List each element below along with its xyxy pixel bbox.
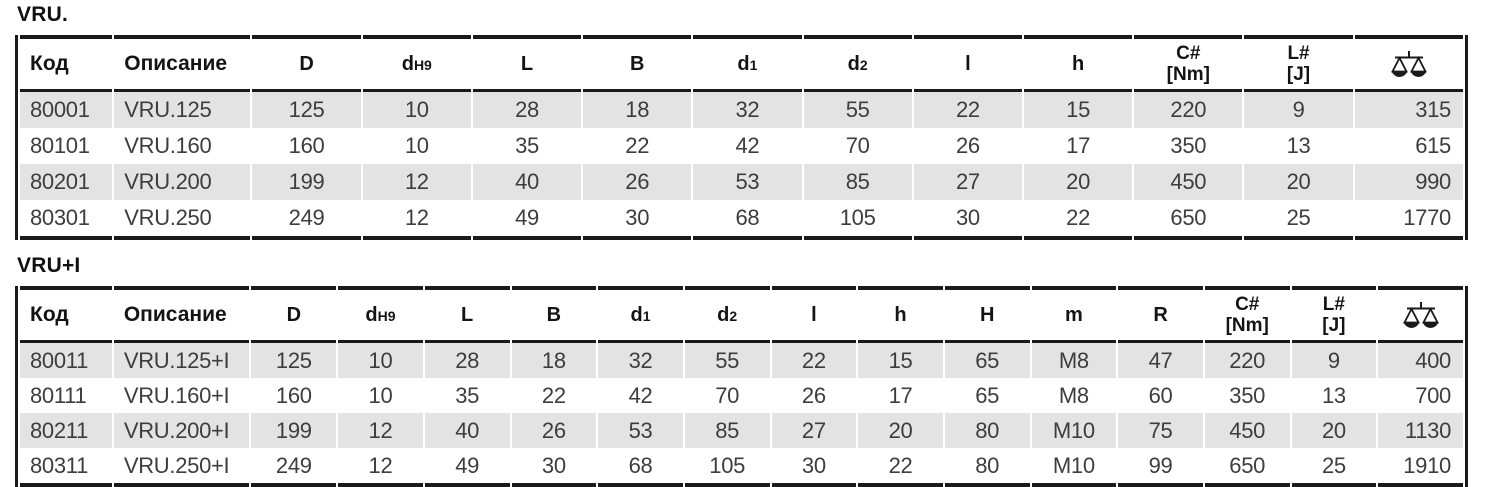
cell-description: VRU.125 <box>124 97 212 122</box>
cell-l: 30 <box>914 200 1022 240</box>
cell-B: 18 <box>541 347 566 373</box>
cell-D: 160 <box>288 133 325 158</box>
cell-d1: 32 <box>628 347 653 373</box>
column-header-m: m <box>1032 286 1117 343</box>
cell-B: 30 <box>512 448 597 487</box>
cell-L: 40 <box>515 169 539 194</box>
vru-i-spec-table <box>18 286 1465 487</box>
cell-dH9: 10 <box>368 382 393 408</box>
cell-d1: 68 <box>693 200 801 240</box>
column-header-h: h <box>858 286 943 343</box>
column-header-code: Код <box>20 286 112 343</box>
cell-C-Nm: 220 <box>1229 347 1266 373</box>
table-row <box>20 343 1463 378</box>
vru-spec-table <box>18 35 1465 240</box>
cell-dH9: 12 <box>338 448 423 487</box>
scale-icon <box>1389 50 1429 79</box>
cell-C-Nm: 450 <box>1229 417 1266 443</box>
column-header-code: Код <box>20 35 112 92</box>
section-vru <box>15 3 1468 240</box>
cell-D: 249 <box>251 448 336 487</box>
cell-B: 30 <box>583 200 691 240</box>
cell-R: 47 <box>1148 347 1173 373</box>
column-header-d2: d2 <box>804 35 912 92</box>
cell-C-Nm: 650 <box>1134 200 1242 240</box>
cell-code: 80011 <box>30 347 89 373</box>
column-header-L-J: L# [J] <box>1292 286 1377 343</box>
cell-l: 27 <box>955 169 980 194</box>
column-header-D: D <box>252 35 360 92</box>
cell-C-Nm: 220 <box>1170 97 1207 122</box>
cell-l: 26 <box>955 133 980 158</box>
cell-C-Nm: 650 <box>1205 448 1290 487</box>
column-header-d1: d1 <box>598 286 683 343</box>
cell-h: 22 <box>858 448 943 487</box>
table-title-vru-i: VRU+I <box>17 254 81 277</box>
cell-L: 49 <box>425 448 510 487</box>
cell-L: 28 <box>515 97 539 122</box>
cell-H: 80 <box>975 417 1000 443</box>
column-header-L: L <box>473 35 581 92</box>
table-row <box>20 200 1463 240</box>
cell-h: 17 <box>1066 133 1091 158</box>
cell-L-J: 13 <box>1321 382 1346 408</box>
cell-h: 20 <box>888 417 913 443</box>
cell-L: 49 <box>473 200 581 240</box>
cell-h: 17 <box>888 382 913 408</box>
cell-weight: 315 <box>1415 97 1451 122</box>
cell-weight: 990 <box>1415 169 1451 194</box>
cell-code: 80211 <box>30 417 89 443</box>
table-row <box>20 128 1463 164</box>
column-header-H: H <box>945 286 1030 343</box>
cell-C-Nm: 450 <box>1170 169 1207 194</box>
cell-l: 22 <box>955 97 980 122</box>
cell-h: 22 <box>1024 200 1132 240</box>
cell-D: 199 <box>275 417 312 443</box>
cell-code: 80311 <box>20 448 112 487</box>
cell-L-J: 25 <box>1244 200 1352 240</box>
cell-m: M8 <box>1058 347 1089 373</box>
column-header-weight <box>1355 35 1463 92</box>
cell-weight: 615 <box>1415 133 1451 158</box>
cell-h: 15 <box>888 347 913 373</box>
cell-d2: 55 <box>845 97 870 122</box>
column-header-D: D <box>251 286 336 343</box>
cell-code: 80301 <box>20 200 112 240</box>
cell-l: 30 <box>772 448 857 487</box>
cell-L-J: 20 <box>1286 169 1311 194</box>
cell-B: 22 <box>541 382 566 408</box>
table-row <box>20 413 1463 448</box>
cell-code: 80001 <box>30 97 90 122</box>
cell-d2: 70 <box>845 133 870 158</box>
cell-L-J: 9 <box>1327 347 1340 373</box>
cell-h: 20 <box>1066 169 1091 194</box>
column-header-l: l <box>772 286 857 343</box>
cell-d1: 42 <box>628 382 653 408</box>
column-header-dH9: dH9 <box>363 35 471 92</box>
column-header-B: B <box>583 35 691 92</box>
cell-d2: 85 <box>845 169 870 194</box>
section-vru-i <box>15 240 1468 487</box>
cell-d1: 42 <box>735 133 760 158</box>
table-row <box>20 378 1463 413</box>
column-header-h: h <box>1024 35 1132 92</box>
cell-code: 80111 <box>30 382 87 408</box>
cell-D: 125 <box>275 347 312 373</box>
cell-H: 80 <box>945 448 1030 487</box>
cell-d1: 68 <box>598 448 683 487</box>
cell-dH9: 12 <box>363 200 471 240</box>
cell-d2: 105 <box>804 200 912 240</box>
cell-m: M8 <box>1058 382 1089 408</box>
cell-weight: 1770 <box>1355 200 1463 240</box>
cell-description: VRU.160 <box>124 133 212 158</box>
cell-R: 75 <box>1148 417 1173 443</box>
cell-B: 18 <box>625 97 650 122</box>
cell-B: 26 <box>541 417 566 443</box>
column-header-d1: d1 <box>693 35 801 92</box>
cell-dH9: 10 <box>404 97 429 122</box>
table-title-vru: VRU. <box>17 3 68 26</box>
cell-C-Nm: 350 <box>1170 133 1207 158</box>
column-header-C-Nm: C# [Nm] <box>1134 35 1242 92</box>
cell-weight: 1130 <box>1404 417 1451 443</box>
cell-l: 27 <box>801 417 826 443</box>
cell-code: 80101 <box>30 133 90 158</box>
column-header-weight <box>1378 286 1463 343</box>
cell-weight: 400 <box>1415 347 1451 373</box>
cell-d2: 70 <box>715 382 740 408</box>
cell-R: 99 <box>1118 448 1203 487</box>
cell-d1: 53 <box>628 417 653 443</box>
column-header-L: L <box>425 286 510 343</box>
cell-description: VRU.160+I <box>123 382 230 408</box>
column-header-B: B <box>512 286 597 343</box>
cell-C-Nm: 350 <box>1229 382 1266 408</box>
cell-B: 22 <box>625 133 650 158</box>
cell-code: 80201 <box>30 169 90 194</box>
column-header-description: Описание <box>114 286 250 343</box>
column-header-C-Nm: C# [Nm] <box>1205 286 1290 343</box>
cell-L: 35 <box>455 382 480 408</box>
cell-h: 15 <box>1066 97 1091 122</box>
cell-H: 65 <box>975 347 1000 373</box>
cell-d2: 55 <box>715 347 740 373</box>
cell-description: VRU.125+I <box>123 347 230 373</box>
cell-L: 28 <box>455 347 480 373</box>
table-row <box>20 164 1463 200</box>
cell-H: 65 <box>975 382 1000 408</box>
cell-L: 35 <box>515 133 539 158</box>
cell-dH9: 10 <box>404 133 429 158</box>
column-header-description: Описание <box>114 35 250 92</box>
cell-L: 40 <box>455 417 480 443</box>
cell-dH9: 12 <box>368 417 393 443</box>
cell-d2: 105 <box>685 448 770 487</box>
cell-d2: 85 <box>715 417 740 443</box>
cell-D: 160 <box>275 382 312 408</box>
cell-B: 26 <box>625 169 650 194</box>
cell-R: 60 <box>1148 382 1173 408</box>
column-header-R: R <box>1118 286 1203 343</box>
column-header-dH9: dH9 <box>338 286 423 343</box>
cell-L-J: 20 <box>1321 417 1346 443</box>
cell-description: VRU.200+I <box>123 417 230 443</box>
cell-dH9: 10 <box>368 347 393 373</box>
cell-m: M10 <box>1052 417 1095 443</box>
cell-description: VRU.250 <box>114 200 250 240</box>
cell-m: M10 <box>1032 448 1117 487</box>
column-header-d2: d2 <box>685 286 770 343</box>
cell-L-J: 13 <box>1286 133 1311 158</box>
cell-weight: 700 <box>1415 382 1451 408</box>
cell-dH9: 12 <box>404 169 429 194</box>
table-row <box>20 92 1463 128</box>
cell-d1: 53 <box>735 169 760 194</box>
cell-l: 22 <box>801 347 826 373</box>
cell-D: 249 <box>252 200 360 240</box>
cell-description: VRU.250+I <box>114 448 250 487</box>
header-row <box>20 286 1463 343</box>
cell-d1: 32 <box>735 97 760 122</box>
cell-description: VRU.200 <box>124 169 212 194</box>
header-row <box>20 35 1463 92</box>
column-header-L-J: L# [J] <box>1244 35 1352 92</box>
column-header-l: l <box>914 35 1022 92</box>
vru-i-table-wrapper <box>15 286 1468 487</box>
cell-weight: 1910 <box>1378 448 1463 487</box>
cell-L-J: 9 <box>1292 97 1305 122</box>
vru-table-wrapper <box>15 35 1468 240</box>
cell-D: 125 <box>288 97 325 122</box>
cell-L-J: 25 <box>1292 448 1377 487</box>
cell-l: 26 <box>801 382 826 408</box>
scale-icon <box>1401 301 1441 330</box>
table-row <box>20 448 1463 487</box>
cell-D: 199 <box>288 169 325 194</box>
